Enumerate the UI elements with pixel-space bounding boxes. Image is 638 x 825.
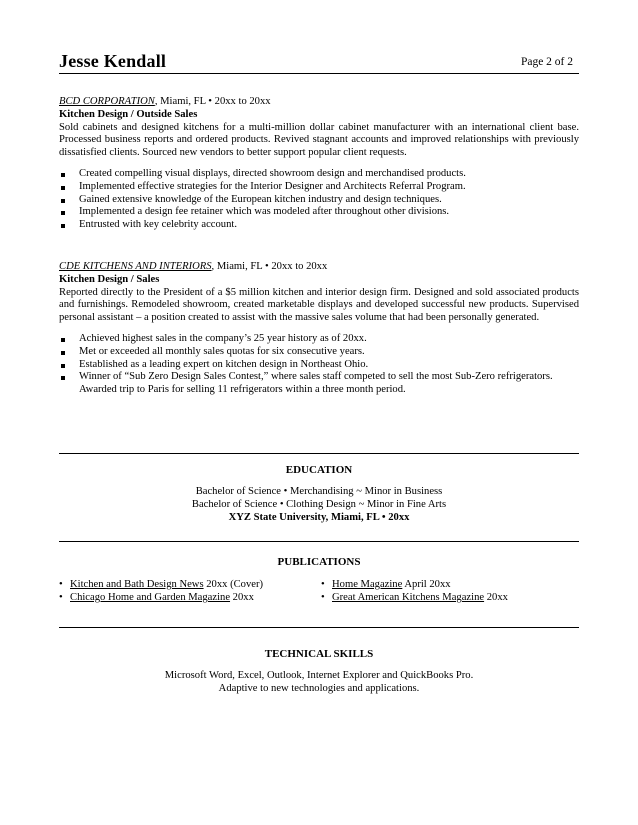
publication-name: Kitchen and Bath Design News <box>70 579 204 590</box>
bullet-icon: • <box>321 579 325 590</box>
publication-detail: April 20xx <box>402 579 451 590</box>
bullet-icon: • <box>59 579 63 590</box>
job-location-dates: , Miami, FL • 20xx to 20xx <box>154 96 271 107</box>
list-item <box>59 359 579 372</box>
section-divider <box>59 541 579 542</box>
bullet-icon <box>61 211 65 215</box>
education-section <box>59 464 579 524</box>
page-header <box>59 51 579 74</box>
publication-detail: 20xx (Cover) <box>203 579 264 590</box>
job-bullet-list <box>59 168 579 232</box>
bullet-text: Achieved highest sales in the company’s 25 year history as of 20xx. <box>79 332 367 344</box>
job-title: Kitchen Design / Sales <box>59 273 160 285</box>
bullet-icon: • <box>59 592 63 603</box>
bullet-icon <box>61 186 65 190</box>
publications-heading-block <box>59 556 579 577</box>
bullet-text: Established as a leading expert on kitchen design in Northeast Ohio. <box>79 358 369 370</box>
job-description: Reported directly to the President of a $5 million kitchen and interior design firm. Designed and sold associated products and furnishings. Remodeled showroom, created marketable displays and developed successful new products. Supervised personal assistant – a position created to assist with the massive sales volume that had been personally generated. <box>59 286 579 324</box>
job-location-dates: , Miami, FL • 20xx to 20xx <box>211 261 328 272</box>
publication-detail: 20xx <box>484 592 508 603</box>
section-divider <box>59 453 579 454</box>
section-heading: PUBLICATIONS <box>277 556 361 568</box>
bullet-text: Met or exceeded all monthly sales quotas for six consecutive years. <box>79 345 365 357</box>
bullet-text: Entrusted with key celebrity account. <box>79 219 237 231</box>
bullet-text: Created compelling visual displays, directed showroom design and merchandised products. <box>79 167 466 179</box>
list-item <box>59 181 579 194</box>
publications-list <box>59 578 579 606</box>
section-heading: TECHNICAL SKILLS <box>264 648 374 660</box>
list-item <box>59 333 579 346</box>
bullet-text: Implemented effective strategies for the Interior Designer and Architects Referral Program. <box>79 180 466 192</box>
skills-line: Adaptive to new technologies and applications. <box>218 683 420 694</box>
list-item <box>321 591 508 604</box>
bullet-icon <box>61 351 65 355</box>
publications-column-right <box>321 578 508 604</box>
bullet-icon <box>61 338 65 342</box>
skills-section <box>59 648 579 695</box>
university-line: XYZ State University, Miami, FL • 20xx <box>228 512 410 523</box>
job-company-line <box>59 96 579 109</box>
list-item <box>59 371 579 397</box>
degree-line: Bachelor of Science • Clothing Design ~ Minor in Fine Arts <box>191 499 447 510</box>
degree-line: Bachelor of Science • Merchandising ~ Minor in Business <box>195 486 443 497</box>
list-item <box>59 578 263 591</box>
list-item <box>59 206 579 219</box>
candidate-name: Jesse Kendall <box>59 51 167 71</box>
publication-name: Home Magazine <box>332 579 403 590</box>
job-company-line <box>59 261 579 274</box>
list-item <box>59 194 579 207</box>
publication-name: Great American Kitchens Magazine <box>332 592 485 603</box>
job-title: Kitchen Design / Outside Sales <box>59 108 198 120</box>
section-divider <box>59 627 579 628</box>
bullet-text: Gained extensive knowledge of the European kitchen industry and design techniques. <box>79 193 442 205</box>
bullet-icon: • <box>321 592 325 603</box>
section-heading: EDUCATION <box>285 464 353 476</box>
list-item <box>59 346 579 359</box>
company-name: BCD CORPORATION <box>59 96 155 107</box>
publication-detail: 20xx <box>230 592 254 603</box>
publications-column-left <box>59 578 263 604</box>
job-entry <box>59 261 579 397</box>
bullet-icon <box>61 364 65 368</box>
job-entry <box>59 96 579 232</box>
publication-name: Chicago Home and Garden Magazine <box>70 592 231 603</box>
bullet-icon <box>61 199 65 203</box>
bullet-text: Implemented a design fee retainer which was modeled after throughout other divisions. <box>79 206 450 218</box>
list-item <box>321 578 508 591</box>
company-name: CDE KITCHENS AND INTERIORS <box>59 261 212 272</box>
bullet-icon <box>61 224 65 228</box>
bullet-icon <box>61 173 65 177</box>
list-item <box>59 591 263 604</box>
bullet-text: Winner of “Sub Zero Design Sales Contest,” where sales staff competed to sell the most Sub-Zero refrigerators. Awarded trip to Paris for selling 11 refrigerators within a three month period. <box>79 371 553 396</box>
job-description: Sold cabinets and designed kitchens for a multi-million dollar cabinet manufacturer with an international client base. Processed business reports and ordered products. Revived stagnant accounts and improved relationships with previously dissatisfied clients. Sourced new vendors to better support popular client requests. <box>59 121 579 159</box>
job-bullet-list <box>59 333 579 397</box>
page-number: Page 2 of 2 <box>520 56 573 68</box>
bullet-icon <box>61 376 65 380</box>
list-item <box>59 168 579 181</box>
skills-line: Microsoft Word, Excel, Outlook, Internet Explorer and QuickBooks Pro. <box>164 670 474 681</box>
list-item <box>59 219 579 232</box>
